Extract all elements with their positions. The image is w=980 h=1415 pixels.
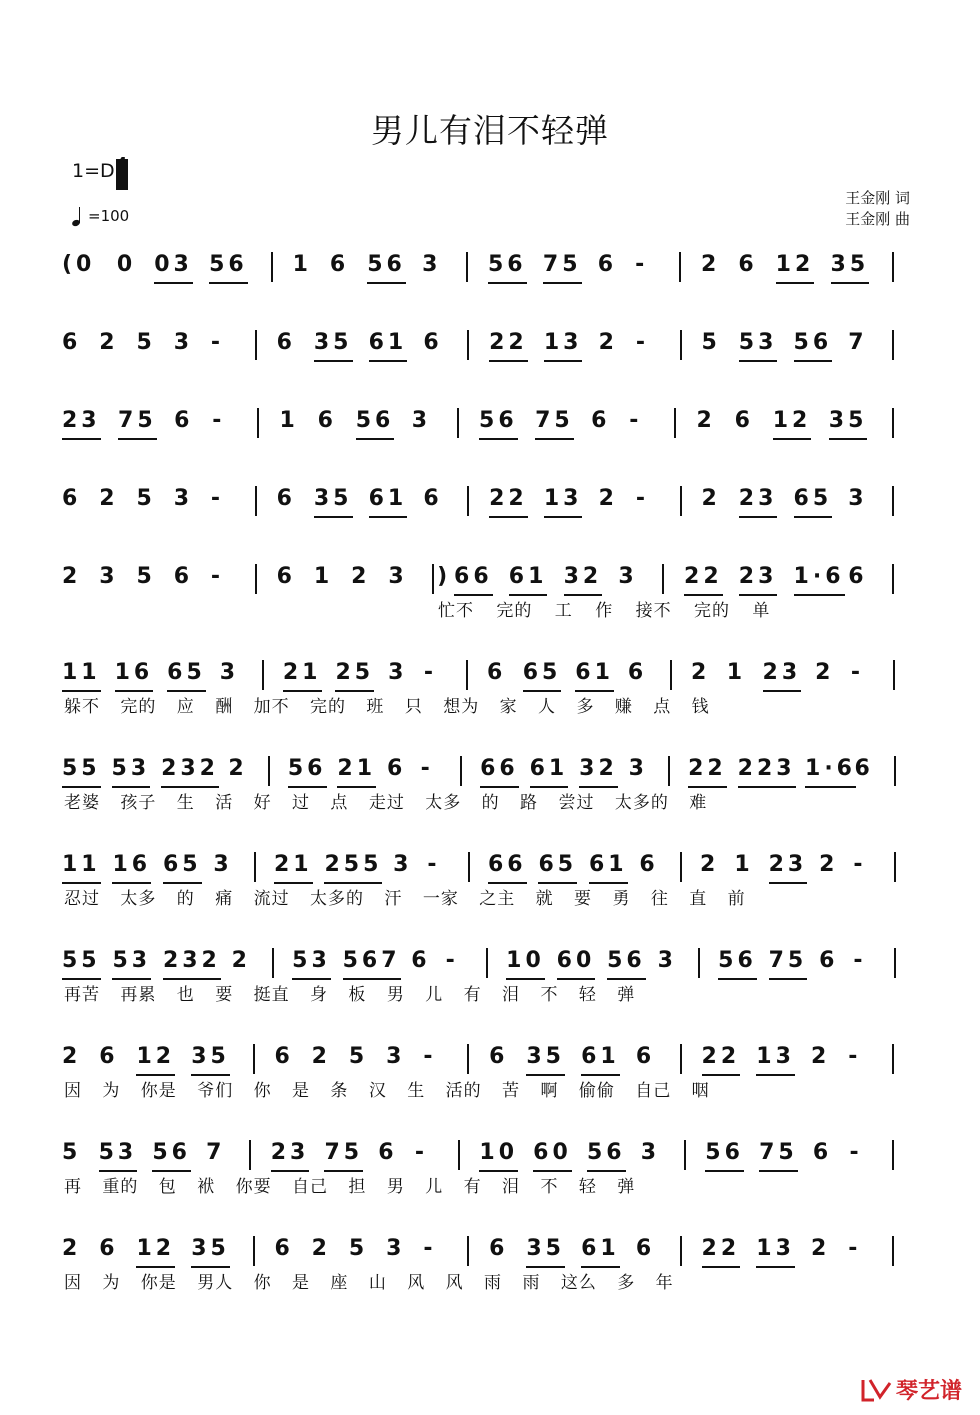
note-group: 56 xyxy=(705,1138,744,1172)
barline xyxy=(684,1140,686,1170)
note-group: 61 xyxy=(589,850,628,884)
note-group: 6 xyxy=(99,1236,119,1261)
note-group: 75 xyxy=(324,1138,363,1172)
note-group: 6 xyxy=(489,1236,509,1261)
barline xyxy=(466,252,468,282)
note-group: 21 xyxy=(283,658,322,692)
note-group: - xyxy=(635,252,649,277)
score-line xyxy=(62,850,922,884)
note-group: - xyxy=(210,486,225,511)
barline xyxy=(257,408,259,438)
note-group: 2 xyxy=(696,408,716,433)
barline xyxy=(894,948,896,978)
barline xyxy=(894,756,896,786)
note-group: 6 xyxy=(274,1236,294,1261)
note-group: 2 xyxy=(699,852,720,877)
note-group: 66 xyxy=(488,850,527,884)
note-group: 35 xyxy=(829,406,868,440)
barline xyxy=(271,252,273,282)
note-group: 32 xyxy=(579,754,618,788)
note-group: 1 xyxy=(734,852,754,877)
score-line xyxy=(62,406,922,440)
note-group: 2 xyxy=(311,1044,331,1069)
note-group: 1 xyxy=(313,564,334,589)
note-group: 55 xyxy=(62,754,101,788)
note-group: 2 xyxy=(228,756,248,781)
note-group: 6 xyxy=(738,252,758,277)
note-group: 10 xyxy=(506,946,545,980)
note-group: - xyxy=(635,486,649,511)
barline xyxy=(892,1044,894,1074)
score-line xyxy=(62,754,922,788)
note-group: 35 xyxy=(314,328,353,362)
note-group: 232 xyxy=(161,754,219,788)
note-group: 23 xyxy=(271,1138,310,1172)
note-group: 6 xyxy=(854,756,874,781)
tempo-marking xyxy=(72,206,129,226)
note-group: - xyxy=(423,1236,437,1261)
barline xyxy=(892,1236,894,1266)
note-group: 11 xyxy=(62,658,101,692)
note-group: 53 xyxy=(112,754,151,788)
note-group: 56 xyxy=(288,754,327,788)
note-group: 2 xyxy=(691,660,711,685)
barline xyxy=(892,564,894,594)
note-group: 6 xyxy=(635,1236,656,1261)
note-group: 65 xyxy=(538,850,577,884)
note-group: 13 xyxy=(756,1042,795,1076)
note-group: 3 xyxy=(173,330,193,355)
barline xyxy=(894,852,896,882)
note-group: 5 xyxy=(701,330,721,355)
note-group: 75 xyxy=(543,250,582,284)
note-group: 22 xyxy=(489,328,528,362)
note-group: 3 xyxy=(388,660,408,685)
barline xyxy=(680,1236,682,1266)
note-group: 21 xyxy=(274,850,313,884)
note-group: 1 xyxy=(292,252,312,277)
note-group: 35 xyxy=(191,1234,230,1268)
note-group: 3 xyxy=(173,486,193,511)
quarter-note-icon xyxy=(72,206,86,226)
lyric-line: 老婆 孩子 生 活 好 过 点 走过 太多 的 路 尝过 太多的 难 xyxy=(64,793,708,813)
note-group: 3 xyxy=(213,852,233,877)
note-group: 22 xyxy=(688,754,727,788)
note-group: 25 xyxy=(335,658,374,692)
note-group: - xyxy=(427,852,441,877)
note-group: 16 xyxy=(112,850,151,884)
repeat-close: ) xyxy=(437,564,448,589)
note-group: 53 xyxy=(292,946,331,980)
barline xyxy=(892,408,894,438)
note-group: 7 xyxy=(848,330,868,355)
lyric-line: 躲不 完的 应 酬 加不 完的 班 只 想为 家 人 多 赚 点 钱 xyxy=(64,697,710,717)
note-group: 2 xyxy=(99,486,119,511)
logo-icon xyxy=(860,1377,894,1403)
note-group: 22 xyxy=(702,1042,741,1076)
note-group: 61 xyxy=(575,658,614,692)
key-signature xyxy=(72,156,127,186)
barline xyxy=(249,1140,251,1170)
score-line xyxy=(62,1138,922,1172)
note-group: 61 xyxy=(530,754,569,788)
barline xyxy=(674,408,676,438)
note-group: - xyxy=(420,756,434,781)
note-group: 6 xyxy=(597,252,618,277)
note-group: 56 xyxy=(587,1138,626,1172)
barline xyxy=(255,564,257,594)
note-group: 65 xyxy=(523,658,562,692)
barline xyxy=(680,486,682,516)
note-group: 03 xyxy=(154,250,193,284)
barline xyxy=(680,330,682,360)
note-group: 3 xyxy=(99,564,119,589)
note-group: 6 xyxy=(423,486,443,511)
note-group: 1 xyxy=(726,660,747,685)
score-line xyxy=(62,946,922,980)
score-line xyxy=(62,658,922,692)
note-group: 6 xyxy=(486,660,507,685)
composer-credit: 王金刚 曲 xyxy=(845,210,910,228)
note-group: 66 xyxy=(480,754,519,788)
barline xyxy=(698,948,700,978)
note-group: 2 xyxy=(598,330,618,355)
barline xyxy=(253,1044,255,1074)
note-group: 12 xyxy=(773,406,812,440)
note-group: 32 xyxy=(564,562,603,596)
note-group: 60 xyxy=(533,1138,572,1172)
note-group: 75 xyxy=(759,1138,798,1172)
note-group: 3 xyxy=(640,1140,661,1165)
lyric-line: 再 重的 包 袱 你要 自己 担 男 儿 有 泪 不 轻 弹 xyxy=(64,1177,636,1197)
note-group: 21 xyxy=(337,754,376,788)
note-group: 3 xyxy=(411,408,432,433)
note-group: 3 xyxy=(388,564,408,589)
note-group: 3 xyxy=(386,1044,406,1069)
note-group: 65 xyxy=(163,850,202,884)
note-group: 12 xyxy=(136,1234,175,1268)
note-group: 23 xyxy=(763,658,802,692)
note-group: 6 xyxy=(386,756,407,781)
note-group: 2 xyxy=(701,252,721,277)
score-line xyxy=(62,328,922,362)
note-group: 1 xyxy=(279,408,299,433)
lyric-line: 因 为 你是 爷们 你 是 条 汉 生 活的 苦 啊 偷偷 自己 咽 xyxy=(64,1081,710,1101)
note-group: - xyxy=(848,1044,862,1069)
score-line xyxy=(62,1042,922,1076)
note-group: - xyxy=(414,1140,428,1165)
song-title: 男儿有泪不轻弹 xyxy=(371,111,609,150)
note-group: 56 xyxy=(209,250,248,284)
barline xyxy=(892,486,894,516)
score-line xyxy=(62,484,922,518)
note-group: 5 xyxy=(348,1236,369,1261)
note-group: 6 xyxy=(627,660,648,685)
barline xyxy=(467,330,469,360)
note-group: 56 xyxy=(718,946,757,980)
note-group: 23 xyxy=(739,562,778,596)
note-group: 2 xyxy=(701,486,721,511)
note-group: 61 xyxy=(509,562,548,596)
note-group: 5 xyxy=(136,564,156,589)
note-group: 6 xyxy=(174,408,194,433)
note-group: 6 xyxy=(173,564,193,589)
barline xyxy=(466,660,468,690)
note-group: - xyxy=(849,1140,863,1165)
note-group: - xyxy=(853,852,867,877)
note-group: 22 xyxy=(684,562,723,596)
barline xyxy=(662,564,664,594)
note-group: - xyxy=(423,1044,437,1069)
note-group: 2 xyxy=(815,660,835,685)
note-group: (0 xyxy=(62,252,96,277)
note-group: 55 xyxy=(62,946,101,980)
note-group: 567 xyxy=(343,946,401,980)
note-group: 56 xyxy=(607,946,646,980)
note-group: 53 xyxy=(99,1138,138,1172)
note-group: 5 xyxy=(136,486,156,511)
note-group: 22 xyxy=(702,1234,741,1268)
note-group: 56 xyxy=(479,406,518,440)
note-group: - xyxy=(629,408,643,433)
note-group: 3 xyxy=(628,756,648,781)
barline xyxy=(892,330,894,360)
score-line xyxy=(62,1234,922,1268)
barline xyxy=(255,330,257,360)
note-group: 6 xyxy=(276,330,296,355)
note-group: 3 xyxy=(219,660,240,685)
tempo-value: =100 xyxy=(88,207,130,225)
note-group: 13 xyxy=(544,328,583,362)
note-group: 35 xyxy=(831,250,870,284)
note-group: 6 xyxy=(62,486,82,511)
note-group: 23 xyxy=(769,850,808,884)
note-group: 16 xyxy=(115,658,154,692)
note-group: 6 xyxy=(62,330,82,355)
barline xyxy=(893,660,895,690)
note-group: 61 xyxy=(369,484,408,518)
barline xyxy=(486,948,488,978)
note-group: 6 xyxy=(489,1044,509,1069)
note-group: 3 xyxy=(657,948,677,973)
note-group: 23 xyxy=(62,406,101,440)
barline xyxy=(457,408,459,438)
note-group: 60 xyxy=(557,946,596,980)
note-group: 35 xyxy=(191,1042,230,1076)
note-group: 13 xyxy=(756,1234,795,1268)
note-group: 2 xyxy=(62,1044,82,1069)
note-group: 3 xyxy=(393,852,413,877)
barline xyxy=(254,852,256,882)
note-group: 5 xyxy=(62,1140,82,1165)
note-group: 61 xyxy=(581,1234,620,1268)
note-group: 255 xyxy=(324,850,382,884)
note-group: 35 xyxy=(526,1042,565,1076)
note-group: 13 xyxy=(544,484,583,518)
note-group: 56 xyxy=(152,1138,191,1172)
barline xyxy=(892,252,894,282)
barline xyxy=(892,1140,894,1170)
lyric-line: 再苦 再累 也 要 挺直 身 板 男 儿 有 泪 不 轻 弹 xyxy=(64,985,636,1005)
barline xyxy=(262,660,264,690)
note-group: 35 xyxy=(526,1234,565,1268)
note-group: 56 xyxy=(356,406,395,440)
note-group: 12 xyxy=(776,250,815,284)
note-group: 6 xyxy=(378,1140,398,1165)
note-group: 1·6 xyxy=(805,754,856,788)
note-group: 6 xyxy=(423,330,443,355)
note-group: 10 xyxy=(479,1138,518,1172)
note-group: 6 xyxy=(276,564,296,589)
note-group: 35 xyxy=(314,484,353,518)
note-group: 2 xyxy=(598,486,618,511)
note-group: 6 xyxy=(274,1044,294,1069)
note-group: 6 xyxy=(276,486,296,511)
note-group: 56 xyxy=(794,328,833,362)
note-group: 5 xyxy=(136,330,156,355)
note-group: 6 xyxy=(591,408,611,433)
note-group: 66 xyxy=(454,562,493,596)
barline xyxy=(253,1236,255,1266)
note-group: 2 xyxy=(231,948,251,973)
note-group: 3 xyxy=(422,252,442,277)
note-group: 23 xyxy=(739,484,778,518)
note-group: 3 xyxy=(618,564,638,589)
barline xyxy=(468,852,470,882)
note-group: 1·6 xyxy=(794,562,845,596)
note-group: 0 xyxy=(116,252,137,277)
barline xyxy=(680,852,682,882)
note-group: 2 xyxy=(811,1236,831,1261)
barline xyxy=(668,756,670,786)
note-group: 6 xyxy=(99,1044,119,1069)
note-group: - xyxy=(853,948,867,973)
lyric-line: 忍过 太多 的 痛 流过 太多的 汗 一家 之主 就 要 勇 往 直 前 xyxy=(64,889,746,909)
note-group: 3 xyxy=(848,486,868,511)
barline xyxy=(268,756,270,786)
note-group: 2 xyxy=(62,564,82,589)
note-group: 2 xyxy=(311,1236,331,1261)
note-group: 6 xyxy=(411,948,431,973)
note-group: 232 xyxy=(163,946,221,980)
barline xyxy=(679,252,681,282)
barline xyxy=(467,1044,469,1074)
note-group: 61 xyxy=(369,328,408,362)
note-group: 56 xyxy=(367,250,406,284)
note-group: 22 xyxy=(489,484,528,518)
note-group: 2 xyxy=(819,852,839,877)
barline xyxy=(432,564,434,594)
note-group: 6 xyxy=(812,1140,833,1165)
note-group: 53 xyxy=(739,328,778,362)
note-group: 2 xyxy=(62,1236,82,1261)
note-group: 11 xyxy=(62,850,101,884)
note-group: 6 xyxy=(635,1044,656,1069)
barline xyxy=(680,1044,682,1074)
note-group: - xyxy=(635,330,649,355)
note-group: 61 xyxy=(581,1042,620,1076)
barline xyxy=(255,486,257,516)
lyric-line: 忙不 完的 工 作 接不 完的 单 xyxy=(438,601,771,621)
note-group: 65 xyxy=(794,484,833,518)
score-line xyxy=(62,250,922,284)
note-group: 223 xyxy=(738,754,796,788)
lyricist-credit: 王金刚 词 xyxy=(845,189,910,207)
note-group: 2 xyxy=(811,1044,831,1069)
score-line xyxy=(62,562,922,596)
note-group: - xyxy=(212,408,226,433)
note-group: - xyxy=(850,660,865,685)
note-group: 12 xyxy=(136,1042,175,1076)
note-group: 75 xyxy=(535,406,574,440)
note-group: 7 xyxy=(206,1140,226,1165)
key-label: 1=D xyxy=(72,160,115,182)
credits xyxy=(845,188,910,230)
lyric-line: 因 为 你是 男人 你 是 座 山 风 风 雨 雨 这么 多 年 xyxy=(64,1273,674,1293)
note-group: 6 xyxy=(317,408,337,433)
note-group: 6 xyxy=(639,852,659,877)
barline xyxy=(670,660,672,690)
note-group: - xyxy=(848,1236,862,1261)
note-group: 75 xyxy=(118,406,157,440)
note-group: - xyxy=(423,660,437,685)
note-group: 2 xyxy=(351,564,371,589)
note-group: 6 xyxy=(734,408,754,433)
note-group: - xyxy=(210,564,225,589)
watermark-logo xyxy=(860,1374,962,1405)
note-group: 6 xyxy=(848,564,868,589)
note-group: 3 xyxy=(386,1236,406,1261)
barline xyxy=(467,1236,469,1266)
note-group: 2 xyxy=(99,330,119,355)
note-group: 56 xyxy=(488,250,527,284)
note-group: 53 xyxy=(112,946,151,980)
note-group: 5 xyxy=(348,1044,369,1069)
note-group: 75 xyxy=(769,946,808,980)
note-group: - xyxy=(210,330,225,355)
time-signature xyxy=(117,156,127,186)
note-group: 6 xyxy=(329,252,350,277)
note-group: 6 xyxy=(819,948,839,973)
barline xyxy=(467,486,469,516)
barline xyxy=(458,1140,460,1170)
barline xyxy=(272,948,274,978)
note-group: 65 xyxy=(167,658,206,692)
barline xyxy=(460,756,462,786)
note-group: - xyxy=(445,948,459,973)
watermark-text: 琴艺谱 xyxy=(895,1379,962,1404)
